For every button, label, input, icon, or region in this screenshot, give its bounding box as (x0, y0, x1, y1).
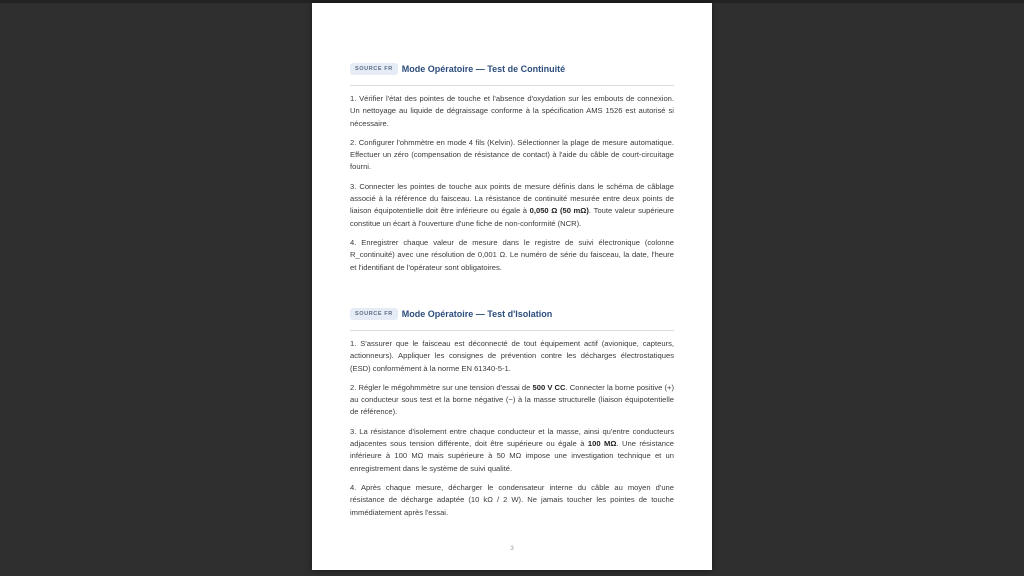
paragraph: 4. Enregistrer chaque valeur de mesure dans le registre de suivi électronique (colonne R_continuité) avec une résolution de 0,001 Ω. Le numéro de série du faisceau, la date, l'heure et l'identifiant de l'opérateur sont obligatoires. (350, 237, 674, 272)
document-page (312, 3, 712, 570)
paragraph (350, 382, 674, 419)
paragraph-text: 3. Connecter les pointes de touche aux points de mesure définis dans le schéma de câblage associé à la référence du faisceau. La résistance de continuité mesurée entre deux points de liaison équipotentielle doit être inférieure ou égale à (350, 181, 674, 216)
section-heading (350, 306, 674, 322)
paragraph (350, 426, 674, 475)
paragraph (350, 181, 674, 230)
paragraph-text: 2. Régler le mégohmmètre sur une tension d'essai de (350, 382, 533, 392)
threshold-value: 100 MΩ (587, 439, 617, 449)
section-heading (350, 61, 674, 77)
paragraph: 1. Vérifier l'état des pointes de touche et l'absence d'oxydation sur les embouts de connexion. Un nettoyage au liquide de dégraissage conforme à la spécification AMS 1526 est autorisé si nécessaire. (350, 94, 674, 128)
paragraph: 4. Après chaque mesure, décharger le condensateur interne du câble au moyen d'une résistance de décharge adaptée (10 kΩ / 2 W). Ne jamais toucher les pointes de touche immédiatement après l'essai. (350, 482, 674, 517)
paragraph-text: 3. La résistance d'isolement entre chaque conducteur et la masse, ainsi qu'entre conducteurs adjacentes sous tension différente, doit être supérieure ou égale à (350, 426, 674, 449)
paragraph-text: . Connecter la borne positive (+) au conducteur sous test et la borne négative (−) à la masse structurelle (liaison équipotentielle de référence). (350, 382, 674, 417)
paragraph-text: . Toute valeur supérieure constitue un écart à l'ouverture d'une fiche de non-conformité (NCR). (350, 206, 675, 228)
section-title: Mode Opératoire — Test de Continuité (401, 64, 566, 74)
paragraph: 1. S'assurer que le faisceau est déconnecté de tout équipement actif (avionique, capteurs, actionneurs). Appliquer les consignes de prévention contre les décharges électrostatiques (ESD) conformément à la norme EN 61340-5-1. (350, 339, 674, 373)
page-number: 3 (510, 546, 514, 552)
source-badge: SOURCE FR (350, 308, 398, 320)
paragraph-text: . Une résistance inférieure à 100 MΩ mais supérieure à 50 MΩ impose une investigation technique et un enregistrement dans le système de suivi qualité. (350, 439, 674, 473)
section-isolation (350, 306, 674, 519)
section-continuity (350, 61, 674, 274)
source-badge: SOURCE FR (350, 63, 398, 75)
paragraph: 2. Configurer l'ohmmètre en mode 4 fils (Kelvin). Sélectionner la plage de mesure automatique. Effectuer un zéro (compensation de résistance de contact) à l'aide du câble de court-circuitage fourni. (350, 137, 674, 172)
section-title: Mode Opératoire — Test d'Isolation (401, 309, 553, 319)
threshold-value: 0,050 Ω (50 mΩ) (529, 206, 589, 216)
test-voltage-value: 500 V CC (532, 382, 566, 392)
